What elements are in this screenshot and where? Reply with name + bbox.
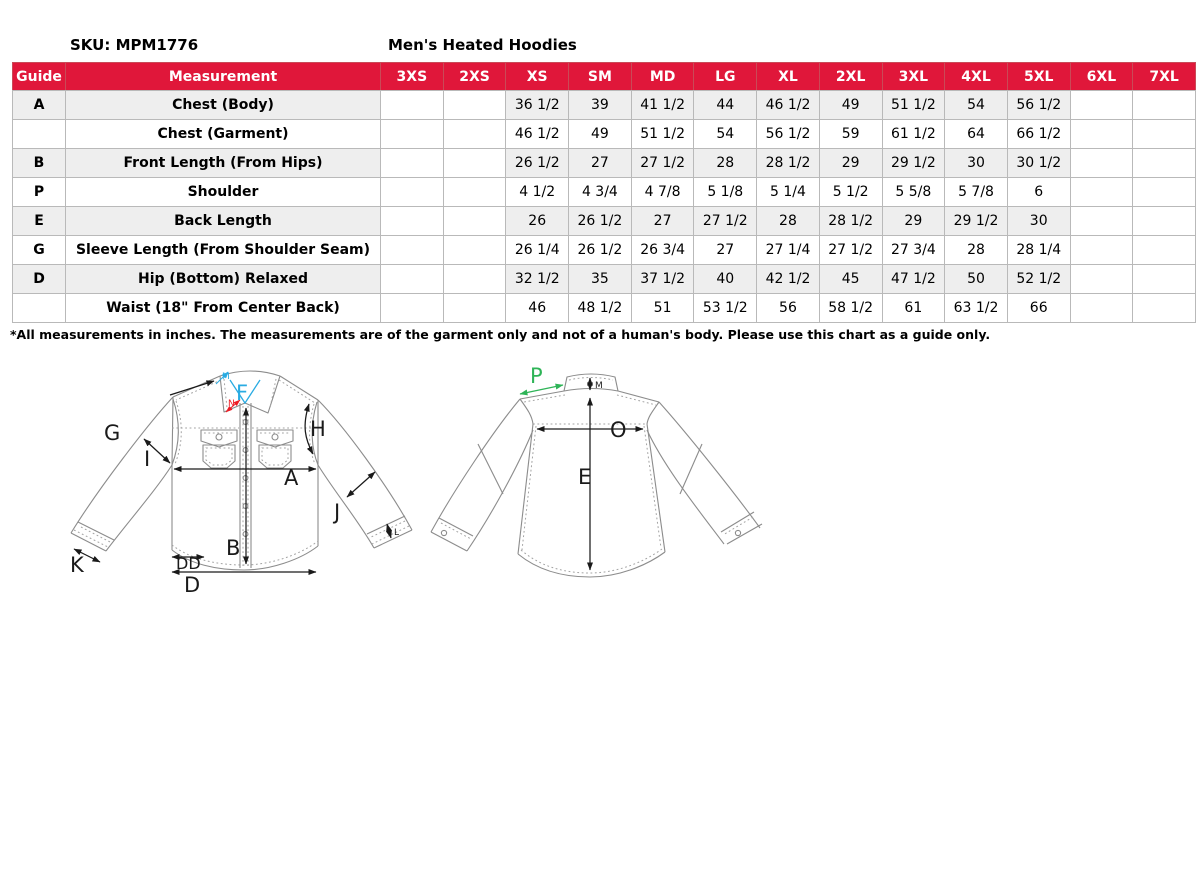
measurement-cell: Hip (Bottom) Relaxed	[66, 265, 381, 294]
size-value-cell	[443, 120, 506, 149]
size-value-cell	[381, 207, 444, 236]
front-label-L: L	[394, 528, 400, 538]
size-value-cell: 54	[694, 120, 757, 149]
size-value-cell: 58 1/2	[819, 294, 882, 323]
size-value-cell: 27 1/4	[757, 236, 820, 265]
column-header: XL	[757, 63, 820, 91]
size-value-cell: 46	[506, 294, 569, 323]
guide-cell: B	[13, 149, 66, 178]
size-value-cell	[1133, 236, 1196, 265]
table-body	[13, 91, 1196, 323]
front-label-H: H	[310, 417, 326, 441]
guide-cell: A	[13, 91, 66, 120]
size-value-cell: 61	[882, 294, 945, 323]
title-bar	[0, 36, 1200, 58]
column-header: 6XL	[1070, 63, 1133, 91]
size-value-cell	[381, 236, 444, 265]
column-header: 2XL	[819, 63, 882, 91]
column-header: Measurement	[66, 63, 381, 91]
size-value-cell: 53 1/2	[694, 294, 757, 323]
size-value-cell: 56 1/2	[757, 120, 820, 149]
size-value-cell: 4 3/4	[569, 178, 632, 207]
size-value-cell	[443, 207, 506, 236]
front-label-K: K	[70, 553, 84, 577]
size-value-cell: 50	[945, 265, 1008, 294]
column-header: MD	[631, 63, 694, 91]
table-row	[13, 178, 1196, 207]
size-value-cell: 26 1/2	[506, 149, 569, 178]
size-value-cell	[1133, 149, 1196, 178]
size-value-cell	[1070, 149, 1133, 178]
size-value-cell	[1070, 207, 1133, 236]
size-value-cell: 51 1/2	[631, 120, 694, 149]
footnote: *All measurements in inches. The measurements are of the garment only and not of a human's body. Please use this chart as a guide only.	[10, 327, 991, 342]
size-value-cell: 28	[945, 236, 1008, 265]
sku-label: SKU: MPM1776	[70, 36, 199, 54]
size-value-cell: 46 1/2	[757, 91, 820, 120]
size-value-cell: 6	[1007, 178, 1070, 207]
size-value-cell: 5 5/8	[882, 178, 945, 207]
table-row	[13, 207, 1196, 236]
size-value-cell: 27 1/2	[631, 149, 694, 178]
size-value-cell	[443, 236, 506, 265]
measurement-cell: Back Length	[66, 207, 381, 236]
guide-cell: E	[13, 207, 66, 236]
column-header: 4XL	[945, 63, 1008, 91]
back-label-O: O	[610, 418, 627, 442]
guide-cell	[13, 294, 66, 323]
size-value-cell	[381, 265, 444, 294]
table-row	[13, 91, 1196, 120]
size-value-cell	[381, 120, 444, 149]
front-label-B: B	[226, 536, 241, 560]
size-value-cell: 27	[694, 236, 757, 265]
back-label-M: M	[595, 381, 603, 391]
size-value-cell	[1133, 207, 1196, 236]
column-header: Guide	[13, 63, 66, 91]
front-label-N: N	[228, 399, 235, 409]
size-value-cell: 26	[506, 207, 569, 236]
size-value-cell: 26 1/2	[569, 236, 632, 265]
size-value-cell: 5 1/2	[819, 178, 882, 207]
front-label-M: M	[222, 372, 230, 382]
size-value-cell: 49	[819, 91, 882, 120]
size-value-cell: 39	[569, 91, 632, 120]
size-value-cell: 46 1/2	[506, 120, 569, 149]
size-value-cell: 52 1/2	[1007, 265, 1070, 294]
size-value-cell	[381, 91, 444, 120]
size-value-cell: 26 1/4	[506, 236, 569, 265]
column-header: 2XS	[443, 63, 506, 91]
size-value-cell: 37 1/2	[631, 265, 694, 294]
size-value-cell: 51	[631, 294, 694, 323]
size-value-cell: 4 1/2	[506, 178, 569, 207]
size-value-cell: 41 1/2	[631, 91, 694, 120]
size-value-cell: 36 1/2	[506, 91, 569, 120]
size-value-cell	[1070, 120, 1133, 149]
size-value-cell: 42 1/2	[757, 265, 820, 294]
size-value-cell: 29	[819, 149, 882, 178]
size-value-cell	[381, 149, 444, 178]
front-labels	[70, 372, 399, 597]
table-row	[13, 149, 1196, 178]
size-value-cell: 28 1/2	[819, 207, 882, 236]
size-value-cell	[1070, 236, 1133, 265]
size-value-cell: 28 1/4	[1007, 236, 1070, 265]
measurement-cell: Front Length (From Hips)	[66, 149, 381, 178]
back-labels	[530, 364, 627, 489]
size-value-cell	[443, 294, 506, 323]
column-header: SM	[569, 63, 632, 91]
size-value-cell: 29	[882, 207, 945, 236]
front-view-diagram	[56, 354, 428, 610]
front-label-DD: DD	[176, 554, 201, 573]
front-label-A: A	[284, 466, 299, 490]
size-value-cell: 40	[694, 265, 757, 294]
size-value-cell: 56	[757, 294, 820, 323]
column-header: 5XL	[1007, 63, 1070, 91]
front-label-D: D	[184, 573, 201, 597]
front-label-J: J	[334, 500, 341, 524]
size-value-cell: 26 1/2	[569, 207, 632, 236]
size-value-cell	[381, 178, 444, 207]
front-label-I: I	[144, 447, 151, 471]
size-value-cell: 28	[694, 149, 757, 178]
size-value-cell: 32 1/2	[506, 265, 569, 294]
size-value-cell	[1070, 178, 1133, 207]
size-value-cell	[1070, 265, 1133, 294]
column-header: 3XS	[381, 63, 444, 91]
size-value-cell	[443, 265, 506, 294]
table-row	[13, 265, 1196, 294]
measurement-cell: Chest (Garment)	[66, 120, 381, 149]
size-value-cell: 27 3/4	[882, 236, 945, 265]
measurement-cell: Chest (Body)	[66, 91, 381, 120]
size-value-cell: 47 1/2	[882, 265, 945, 294]
size-value-cell: 27 1/2	[819, 236, 882, 265]
size-value-cell: 29 1/2	[882, 149, 945, 178]
size-value-cell: 5 7/8	[945, 178, 1008, 207]
size-value-cell	[443, 91, 506, 120]
size-value-cell: 59	[819, 120, 882, 149]
front-label-G: G	[104, 421, 121, 445]
column-header: XS	[506, 63, 569, 91]
size-value-cell: 63 1/2	[945, 294, 1008, 323]
size-value-cell: 44	[694, 91, 757, 120]
size-value-cell	[1070, 294, 1133, 323]
size-value-cell: 28	[757, 207, 820, 236]
size-value-cell	[1133, 120, 1196, 149]
size-value-cell: 26 3/4	[631, 236, 694, 265]
size-value-cell: 30 1/2	[1007, 149, 1070, 178]
size-value-cell: 27 1/2	[694, 207, 757, 236]
size-value-cell: 48 1/2	[569, 294, 632, 323]
size-value-cell: 56 1/2	[1007, 91, 1070, 120]
size-value-cell	[1133, 265, 1196, 294]
guide-cell: P	[13, 178, 66, 207]
size-value-cell: 27	[569, 149, 632, 178]
size-value-cell	[1133, 294, 1196, 323]
front-label-F: F	[236, 381, 249, 405]
size-value-cell: 5 1/8	[694, 178, 757, 207]
back-label-P: P	[530, 364, 543, 388]
size-value-cell: 29 1/2	[945, 207, 1008, 236]
guide-cell	[13, 120, 66, 149]
guide-cell: D	[13, 265, 66, 294]
column-header: 7XL	[1133, 63, 1196, 91]
size-value-cell	[1133, 178, 1196, 207]
size-value-cell: 66 1/2	[1007, 120, 1070, 149]
size-value-cell: 5 1/4	[757, 178, 820, 207]
page-title: Men's Heated Hoodies	[388, 36, 577, 54]
size-value-cell: 54	[945, 91, 1008, 120]
back-view-diagram	[418, 352, 790, 608]
size-value-cell: 66	[1007, 294, 1070, 323]
back-label-E: E	[578, 465, 592, 489]
size-value-cell: 49	[569, 120, 632, 149]
size-value-cell: 51 1/2	[882, 91, 945, 120]
column-header: LG	[694, 63, 757, 91]
size-value-cell: 35	[569, 265, 632, 294]
size-value-cell: 30	[945, 149, 1008, 178]
size-value-cell	[381, 294, 444, 323]
size-chart-table	[12, 62, 1196, 323]
header-row	[13, 63, 1196, 91]
column-header: 3XL	[882, 63, 945, 91]
table-row	[13, 294, 1196, 323]
measurement-cell: Sleeve Length (From Shoulder Seam)	[66, 236, 381, 265]
back-garment-outline	[431, 374, 762, 577]
guide-cell: G	[13, 236, 66, 265]
size-value-cell: 28 1/2	[757, 149, 820, 178]
size-value-cell: 61 1/2	[882, 120, 945, 149]
size-value-cell	[443, 178, 506, 207]
table-row	[13, 120, 1196, 149]
size-value-cell: 27	[631, 207, 694, 236]
table-row	[13, 236, 1196, 265]
size-value-cell	[443, 149, 506, 178]
size-value-cell: 64	[945, 120, 1008, 149]
size-value-cell	[1070, 91, 1133, 120]
size-value-cell: 45	[819, 265, 882, 294]
size-value-cell: 30	[1007, 207, 1070, 236]
measurement-cell: Shoulder	[66, 178, 381, 207]
size-value-cell: 4 7/8	[631, 178, 694, 207]
measurement-cell: Waist (18" From Center Back)	[66, 294, 381, 323]
size-value-cell	[1133, 91, 1196, 120]
